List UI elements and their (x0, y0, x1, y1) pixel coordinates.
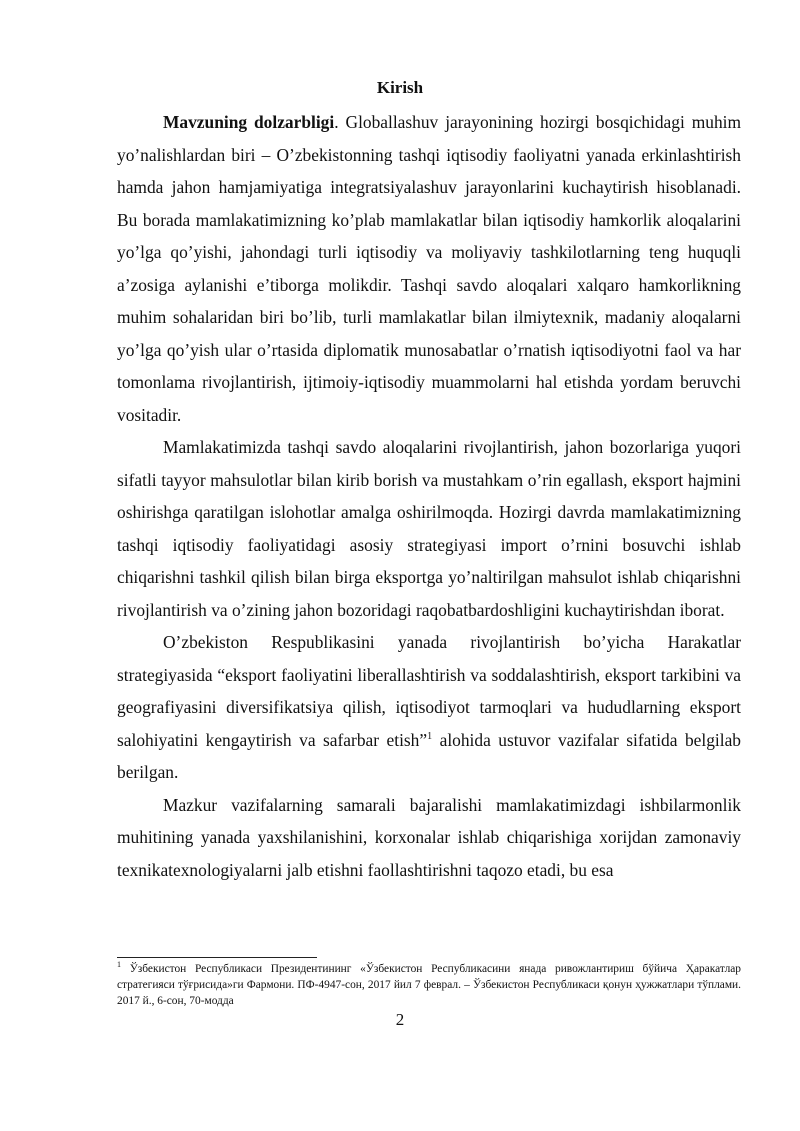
paragraph-4: Mazkur vazifalarning samarali bajaralishi mamlakatimizdagi ishbilarmonlik muhitining yanada yaxshilanishini, korxonalar ishlab chiqarishiga xorijdan zamonaviy texnikatexnologiyalarni jalb etishni faollashtirishni taqozo etadi, bu esa (117, 794, 741, 880)
section-title: Kirish (376, 78, 424, 97)
paragraph-3-text: O’zbekiston Respublikasini yanada rivojlantirish bo’yicha Harakatlar strategiyasida “eksport faoliyatini liberallashtirish va soddalashtirish, eksport tarkibini va geografiyasini diversifikatsiya qilish, iqtisodiyot tarmoqlari va hududlarning eksport salohiyatini kengaytirish va safarbar etish” (117, 632, 741, 750)
page-number: 2 (395, 1010, 405, 1029)
paragraph-2: Mamlakatimizda tashqi savdo aloqalarini rivojlantirish, jahon bozorlariga yuqori sifatli tayyor mahsulotlar bilan kirib borish va mustahkam o’rin egallash, eksport hajmini oshirishga qaratilgan islohotlar amalga oshirilmoqda. Hozirgi davrda mamlakatimizning tashqi iqtisodiy faoliyatidagi asosiy strategiyasi import o’rnini bosuvchi ishlab chiqarishni tashkil qilish bilan birga eksportga yo’naltirilgan mahsulot ishlab chiqarishni rivojlantirish va o’zining jahon bozoridagi raqobatbardoshligini kuchaytirishdan iborat. (117, 437, 741, 620)
footnote-separator (117, 957, 317, 958)
paragraph-1 (117, 106, 741, 431)
paragraph-3-tail: alohida ustuvor vazifalar sifatida belgilab berilgan. (117, 729, 741, 782)
footnote-text: Ўзбекистон Республикаси Президентининг «Ўзбекистон Республикасини янада ривожлантириш бўйича Ҳаракатлар стратегияси тўғрисида»ги Фармони. ПФ-4947-сон, 2017 йил 7 феврал. – Ўзбекистон Республикаси қонун ҳужжатлари тўплами. 2017 й., 6-сон, 70-модда (117, 963, 741, 1007)
paragraph-lead: Mavzuning dolzarbligi (163, 112, 335, 132)
paragraph-3 (117, 626, 741, 789)
body-text (117, 106, 741, 886)
footnote-reference[interactable]: 1 (427, 730, 433, 742)
paragraph-1-text: . Globallashuv jarayonining hozirgi bosqichidagi muhim yo’nalishlardan biri – O’zbekistonning tashqi iqtisodiy faoliyatni yanada erkinlashtirish hamda jahon hamjamiyatiga integratsiyalashuv jarayonlarini kuchaytirish hisoblanadi. Bu borada mamlakatimizning ko’plab mamlakatlar bilan iqtisodiy hamkorlik aloqalarini yo’lga qo’yishi, jahondagi turli iqtisodiy va moliyaviy tashkilotlarning teng huquqli a’zosiga aylanishi e’tiborga molikdir. Tashqi savdo aloqalari xalqaro hamkorlikning muhim sohalaridan biri bo’lib, turli mamlakatlar bilan ilmiytexnik, madaniy aloqalarni yo’lga qo’yish ular o’rtasida diplomatik munosabatlar o’rnatish iqtisodiyotni faol va har tomonlama rivojlantirish, ijtimoiy-iqtisodiy muammolarni hal etishda yordam beruvchi vositadir. (117, 112, 742, 425)
footnote-mark: 1 (117, 960, 121, 969)
footnote (117, 961, 741, 1009)
